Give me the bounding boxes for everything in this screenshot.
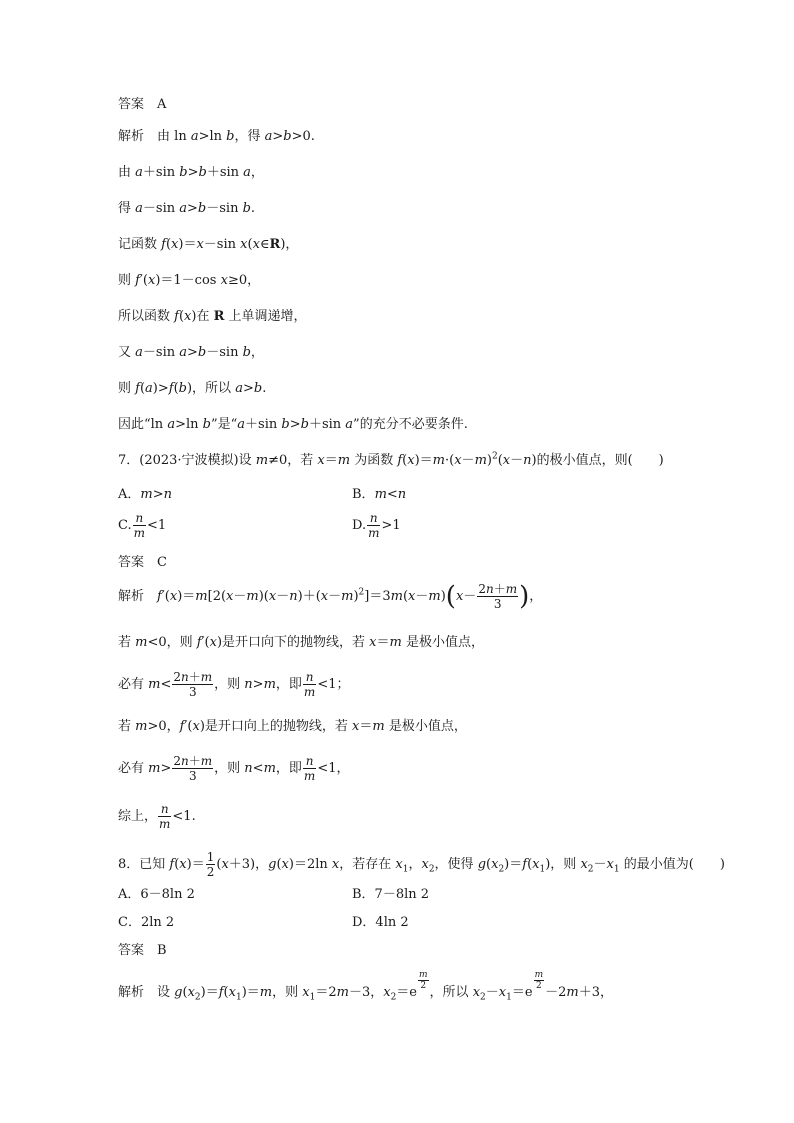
solution-7-line-2: 若 m<0，则 f′(x)是开口向下的抛物线，若 x＝m 是极小值点， [118,635,484,650]
solution-7-conclusion: 综上， $\frac{n}{m}$ <1. [118,802,196,831]
solution-6-line-2: 由 a＋sin b>b＋sin a， [118,165,264,180]
question-8: 8．已知 f(x)＝ $\frac{1}{2}$ (x＋3)，g(x)＝2ln x，若存在 $x_1$，$x_2$，使得 $g(x_2)=f(x_1)$，则 $x_2-x_1$ 的最小值为( ) [118,850,725,879]
solution-7-line-5: 必有 m> $\frac{2n+m}{3}$ ，则 n<m，即 $\frac{n}{m}$ <1， [118,754,350,783]
solution-6-line-5: 则 f′(x)＝1－cos x≥0， [118,273,261,288]
answer-value: C [157,555,167,570]
solution-7-line-1: 解析 $f'(x)=m[2(x-m)(x-n)+(x-m)^2]=3m(x-m)(x-$ $\frac{2n+m}{3}$ )， [118,581,543,612]
option-8b: B．7－8ln 2 [352,887,430,902]
solution-6-line-4: 记函数 f(x)＝x－sin x(x∈R)， [118,237,299,252]
option-8c: C．2ln 2 [118,915,175,930]
solution-label: 解析 [118,589,145,604]
solution-6-line-3: 得 a－sin a>b－sin b. [118,201,256,216]
answer-8 [118,942,167,960]
answer-6 [118,96,166,114]
option-8d: D．4ln 2 [352,915,409,930]
solution-7-line-4: 若 m>0，f′(x)是开口向上的抛物线，若 x＝m 是极小值点， [118,719,467,734]
option-8a: A．6－8ln 2 [118,887,195,902]
answer-label: 答案 [118,97,145,112]
answer-label: 答案 [118,555,145,570]
answer-value: B [157,943,167,958]
solution-6-conclusion: 因此“ln a>ln b”是“a＋sin b>b＋sin a”的充分不必要条件. [118,417,468,432]
answer-7 [118,554,167,572]
solution-6-line-7: 又 a－sin a>b－sin b， [118,345,264,360]
option-7a: A．m>n [118,487,172,502]
solution-6-line-8: 则 f(a)>f(b)，所以 a>b. [118,381,267,396]
solution-6-line-6: 所以函数 f(x)在 R 上单调递增， [118,309,307,324]
answer-label: 答案 [118,943,145,958]
solution-7-line-3: 必有 m< $\frac{2n+m}{3}$ ，则 n>m，即 $\frac{n}{m}$ <1； [118,670,350,699]
option-7c: C. $\frac{n}{m}$ <1 [118,511,167,540]
solution-label: 解析 [118,985,145,1000]
solution-8-line-1: 解析 设 $g(x_2)=f(x_1)=m$，则 $x_1=2m-3$，$x_2=e$ $\frac{m}{2}$ ，所以 $x_2-x_1=e$ $\frac{m}{2}$ －2m＋3， [118,970,613,1003]
option-7b: B．m<n [352,487,407,502]
solution-6-line-1: 解析 由 ln a>ln b，得 a>b>0. [118,129,315,144]
solution-label: 解析 [118,129,145,144]
question-7: 7．(2023·宁波模拟)设 m≠0，若 x＝m 为函数 $f(x)=m\cdot(x-m)^2(x-n)$的极小值点，则( ) [118,451,664,468]
option-7d: D. $\frac{n}{m}$ >1 [352,511,401,540]
answer-value: A [157,97,167,112]
